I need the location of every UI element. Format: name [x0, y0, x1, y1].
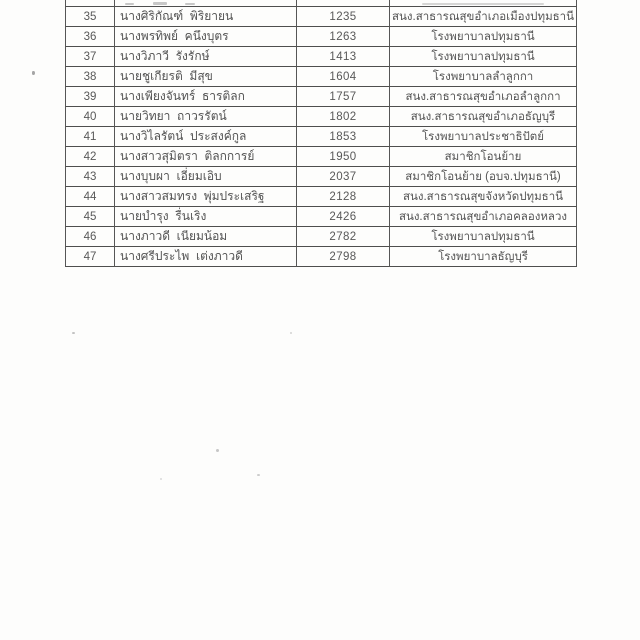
- table-row-partial-cutoff: [65, 0, 579, 7]
- name-cell: นายวิทยา ถาวรรัตน์: [115, 107, 297, 127]
- member-no-cell: 2426: [297, 207, 390, 227]
- workplace-cell: สมาชิกโอนย้าย (อบจ.ปทุมธานี): [390, 167, 577, 187]
- member-no-cell: [297, 0, 390, 7]
- table-body: [65, 7, 579, 267]
- cutoff-text-remnant: [185, 3, 195, 5]
- row-number-cell: 44: [65, 187, 115, 207]
- cutoff-text-remnant: [125, 3, 134, 5]
- scan-speck: [290, 332, 292, 334]
- name-cell: นายบำรุง รื่นเริง: [115, 207, 297, 227]
- row-number-cell: 47: [65, 247, 115, 267]
- table-row: [65, 247, 579, 267]
- name-cell: นางสาวสุมิตรา ติลกการย์: [115, 147, 297, 167]
- table-row: [65, 227, 579, 247]
- workplace-cell: โรงพยาบาลปทุมธานี: [390, 27, 577, 47]
- row-number-cell: 41: [65, 127, 115, 147]
- name-cell: นางศรีประไพ เต่งภาวดี: [115, 247, 297, 267]
- name-cell: นางสาวสมทรง พุ่มประเสริฐ: [115, 187, 297, 207]
- workplace-cell: โรงพยาบาลปทุมธานี: [390, 47, 577, 67]
- row-number-cell: 39: [65, 87, 115, 107]
- member-no-cell: 2037: [297, 167, 390, 187]
- member-no-cell: 2782: [297, 227, 390, 247]
- row-number-cell: 36: [65, 27, 115, 47]
- name-cell: นายชูเกียรติ มีสุข: [115, 67, 297, 87]
- scan-speck: [72, 332, 75, 334]
- workplace-cell: สมาชิกโอนย้าย: [390, 147, 577, 167]
- table-row: [65, 127, 579, 147]
- scan-speck: [32, 71, 35, 75]
- name-cell: นางวิไลรัตน์ ประสงค์กูล: [115, 127, 297, 147]
- name-cell: นางเพียงจันทร์ ธารติลก: [115, 87, 297, 107]
- name-cell: นางบุบผา เอี่ยมเอิบ: [115, 167, 297, 187]
- workplace-cell: สนง.สาธารณสุขอำเภอลำลูกกา: [390, 87, 577, 107]
- member-table: [65, 0, 579, 267]
- table-row: [65, 27, 579, 47]
- row-number-cell: 45: [65, 207, 115, 227]
- workplace-cell: สนง.สาธารณสุขอำเภอเมืองปทุมธานี: [390, 7, 577, 27]
- member-no-cell: 1604: [297, 67, 390, 87]
- name-cell: นางพรทิพย์ คนึงบุตร: [115, 27, 297, 47]
- name-cell: [115, 0, 297, 7]
- scan-speck: [160, 478, 162, 480]
- row-number-cell: [65, 0, 115, 7]
- table-row: [65, 167, 579, 187]
- name-cell: นางวิภาวี รังรักษ์: [115, 47, 297, 67]
- member-no-cell: 2128: [297, 187, 390, 207]
- row-number-cell: 37: [65, 47, 115, 67]
- row-number-cell: 38: [65, 67, 115, 87]
- name-cell: นางภาวดี เนียมน้อม: [115, 227, 297, 247]
- table-row: [65, 7, 579, 27]
- workplace-cell: โรงพยาบาลประชาธิปัตย์: [390, 127, 577, 147]
- workplace-cell: โรงพยาบาลลำลูกกา: [390, 67, 577, 87]
- member-no-cell: 1263: [297, 27, 390, 47]
- table-row: [65, 67, 579, 87]
- row-number-cell: 43: [65, 167, 115, 187]
- member-no-cell: 1413: [297, 47, 390, 67]
- table-row: [65, 187, 579, 207]
- table-row: [65, 207, 579, 227]
- table-row: [65, 87, 579, 107]
- row-number-cell: 40: [65, 107, 115, 127]
- cutoff-text-remnant: [422, 3, 544, 5]
- member-no-cell: 1235: [297, 7, 390, 27]
- workplace-cell: สนง.สาธารณสุขอำเภอคลองหลวง: [390, 207, 577, 227]
- workplace-cell: โรงพยาบาลปทุมธานี: [390, 227, 577, 247]
- member-no-cell: 1950: [297, 147, 390, 167]
- workplace-cell: [390, 0, 577, 7]
- workplace-cell: สนง.สาธารณสุขจังหวัดปทุมธานี: [390, 187, 577, 207]
- cutoff-text-remnant: [153, 2, 167, 5]
- table-row: [65, 107, 579, 127]
- row-number-cell: 35: [65, 7, 115, 27]
- table-row: [65, 147, 579, 167]
- workplace-cell: โรงพยาบาลธัญบุรี: [390, 247, 577, 267]
- member-no-cell: 1757: [297, 87, 390, 107]
- scan-speck: [216, 449, 219, 452]
- row-number-cell: 46: [65, 227, 115, 247]
- name-cell: นางศิริกัณฑ์ พิริยายน: [115, 7, 297, 27]
- workplace-cell: สนง.สาธารณสุขอำเภอธัญบุรี: [390, 107, 577, 127]
- scan-speck: [257, 474, 260, 476]
- table-row: [65, 47, 579, 67]
- member-no-cell: 1853: [297, 127, 390, 147]
- member-no-cell: 1802: [297, 107, 390, 127]
- row-number-cell: 42: [65, 147, 115, 167]
- member-no-cell: 2798: [297, 247, 390, 267]
